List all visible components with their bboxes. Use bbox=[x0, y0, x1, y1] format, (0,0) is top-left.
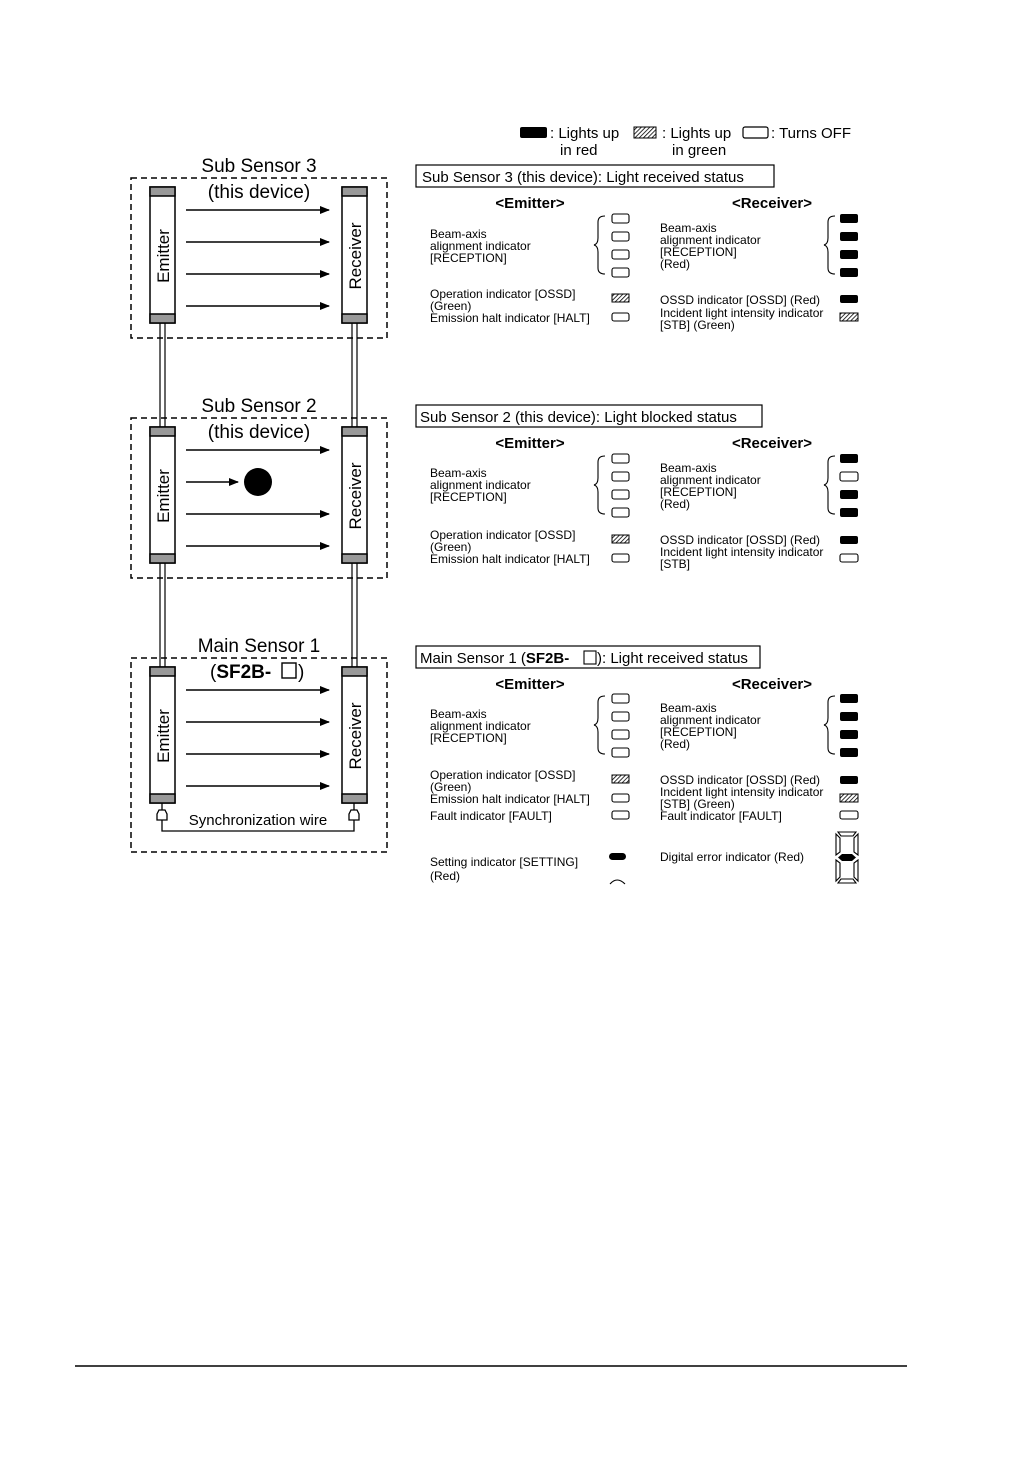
panel-sub2-receiver-header: <Receiver> bbox=[731, 435, 813, 452]
panel-sub3-receiver-header: <Receiver> bbox=[731, 195, 813, 212]
main-receiver-beam-label-3: [RECEPTION] bbox=[660, 725, 737, 739]
sub2-receiver-beam-label-2: alignment indicator bbox=[660, 473, 761, 487]
sub2-receiver-brace bbox=[824, 456, 835, 514]
sub2-emitter-halt-led bbox=[612, 554, 629, 562]
sub2-receiver-stb-led bbox=[840, 554, 858, 562]
sub3-emitter-halt-led bbox=[612, 313, 629, 321]
main-emitter-halt-led bbox=[612, 794, 629, 802]
left-diagram bbox=[131, 156, 387, 852]
sub3-receiver-ossd-led bbox=[840, 295, 858, 303]
svg-text:Receiver: Receiver bbox=[346, 222, 365, 290]
sub2-emitter-beam-label-2: alignment indicator bbox=[430, 478, 531, 492]
main-receiver-ossd-label: OSSD indicator [OSSD] (Red) bbox=[660, 773, 821, 787]
main-receiver-brace bbox=[824, 696, 835, 754]
main-emitter-halt-label: Emission halt indicator [HALT] bbox=[430, 792, 590, 806]
svg-text:Receiver: Receiver bbox=[346, 462, 365, 530]
sub2-receiver-ossd-label: OSSD indicator [OSSD] (Red) bbox=[660, 533, 821, 547]
legend-green-label: : Lights up bbox=[662, 125, 732, 142]
main-beam-arrows bbox=[186, 690, 329, 786]
beam-obstruction bbox=[244, 468, 272, 496]
sub3-receiver-stb-label: Incident light intensity indicator bbox=[660, 306, 824, 320]
panel-sub2-emitter-header: <Emitter> bbox=[495, 435, 565, 452]
sub3-receiver-stb-label-2: [STB] (Green) bbox=[660, 318, 735, 332]
sub2-receiver-beam-label-3: [RECEPTION] bbox=[660, 485, 737, 499]
sub3-beam-arrows bbox=[186, 210, 329, 306]
sub2-receiver-stb-label-2: [STB] bbox=[660, 557, 691, 571]
main-receiver-stb-label-2: [STB] (Green) bbox=[660, 797, 735, 811]
main-emitter-beam-label-2: alignment indicator bbox=[430, 719, 531, 733]
main-receiver-seven-segment-display bbox=[836, 832, 858, 883]
sub3-emitter-beam-label: Beam-axis bbox=[430, 227, 487, 241]
main-emitter-bar bbox=[150, 667, 175, 803]
sub3-emitter-bar bbox=[150, 187, 175, 323]
main-receiver-beam-label: Beam-axis bbox=[660, 701, 717, 715]
sub3-emitter-brace bbox=[594, 216, 605, 274]
panel-sub3-title: Sub Sensor 3 (this device): Light received status bbox=[422, 169, 744, 186]
legend bbox=[520, 125, 851, 159]
sub3-receiver-stb-led bbox=[840, 313, 858, 321]
sub2-emitter-beam-label: Beam-axis bbox=[430, 466, 487, 480]
svg-text:Emitter: Emitter bbox=[154, 709, 173, 763]
panel-main-title-model-box bbox=[584, 651, 596, 664]
sync-wire-label: Synchronization wire bbox=[188, 812, 328, 829]
sub2-emitter-bar bbox=[150, 427, 175, 563]
sub3-emitter-beam-label-2: alignment indicator bbox=[430, 239, 531, 253]
panel-main-title: Main Sensor 1 (SF2B- bbox=[420, 650, 570, 667]
main-emitter-setting-label-2: (Red) bbox=[430, 869, 461, 883]
main-emitter-operation-label: Operation indicator [OSSD] bbox=[430, 768, 576, 782]
main-emitter-setting-led bbox=[609, 853, 626, 860]
svg-text:Receiver: Receiver bbox=[346, 702, 365, 770]
sub2-subtitle: (this device) bbox=[207, 422, 311, 443]
main-receiver-stb-led bbox=[840, 794, 858, 802]
panel-sub2 bbox=[416, 405, 858, 571]
sub2-title: Sub Sensor 2 bbox=[201, 396, 317, 417]
sub2-receiver-ossd-led bbox=[840, 536, 858, 544]
sub2-receiver-beam-label: Beam-axis bbox=[660, 461, 717, 475]
main-emitter-fault-label: Fault indicator [FAULT] bbox=[430, 809, 552, 823]
sub3-receiver-beam-label-4: (Red) bbox=[660, 257, 691, 271]
sub3-emitter-operation-label-2: (Green) bbox=[430, 299, 472, 313]
sub3-receiver-ossd-label: OSSD indicator [OSSD] (Red) bbox=[660, 293, 821, 307]
sub2-emitter-brace bbox=[594, 456, 605, 514]
main-receiver-beam-label-2: alignment indicator bbox=[660, 713, 761, 727]
panel-sub2-title: Sub Sensor 2 (this device): Light blocked status bbox=[420, 409, 737, 426]
legend-off-swatch bbox=[743, 127, 768, 138]
main-emitter-beam-leds bbox=[612, 694, 629, 757]
sub2-emitter-halt-label: Emission halt indicator [HALT] bbox=[430, 552, 590, 566]
main-receiver-beam-label-4: (Red) bbox=[660, 737, 691, 751]
main-emitter-setting-led-off bbox=[610, 880, 625, 884]
sub3-receiver-beam-leds bbox=[840, 214, 858, 277]
main-emitter-setting-label: Setting indicator [SETTING] bbox=[430, 855, 579, 869]
legend-red-label: : Lights up bbox=[550, 125, 620, 142]
main-emitter-fault-led bbox=[612, 811, 629, 819]
panel-main bbox=[416, 646, 858, 884]
main-emitter-beam-label: Beam-axis bbox=[430, 707, 487, 721]
sub2-emitter-operation-label: Operation indicator [OSSD] bbox=[430, 528, 576, 542]
sub2-emitter-operation-led bbox=[612, 535, 629, 543]
sub3-receiver-beam-label-3: [RECEPTION] bbox=[660, 245, 737, 259]
sub2-emitter-beam-label-3: [RECEPTION] bbox=[430, 490, 507, 504]
main-emitter-operation-led bbox=[612, 775, 629, 783]
panel-main-emitter-header: <Emitter> bbox=[495, 676, 565, 693]
panel-main-receiver-header: <Receiver> bbox=[731, 676, 813, 693]
legend-red-label-2: in red bbox=[560, 142, 598, 159]
main-receiver-ossd-led bbox=[840, 776, 858, 784]
sub2-emitter-operation-label-2: (Green) bbox=[430, 540, 472, 554]
main-receiver-bar bbox=[342, 667, 367, 803]
sub2-emitter-beam-leds bbox=[612, 454, 629, 517]
main-receiver-fault-label: Fault indicator [FAULT] bbox=[660, 809, 782, 823]
panel-main-title-suffix: ): Light received status bbox=[597, 650, 748, 667]
sub3-emitter-operation-label: Operation indicator [OSSD] bbox=[430, 287, 576, 301]
sub2-receiver-bar bbox=[342, 427, 367, 563]
sub3-receiver-bar bbox=[342, 187, 367, 323]
main-emitter-brace bbox=[594, 696, 605, 754]
sub3-emitter-beam-label-3: [RECEPTION] bbox=[430, 251, 507, 265]
sub3-receiver-beam-label: Beam-axis bbox=[660, 221, 717, 235]
legend-green-swatch bbox=[634, 127, 656, 138]
sub3-receiver-beam-label-2: alignment indicator bbox=[660, 233, 761, 247]
main-emitter-beam-label-3: [RECEPTION] bbox=[430, 731, 507, 745]
panel-sub3-emitter-header: <Emitter> bbox=[495, 195, 565, 212]
main-model-box bbox=[282, 663, 296, 678]
sub3-subtitle: (this device) bbox=[207, 182, 311, 203]
sub3-emitter-operation-led bbox=[612, 294, 629, 302]
main-receiver-stb-label: Incident light intensity indicator bbox=[660, 785, 824, 799]
main-receiver-fault-led bbox=[840, 811, 858, 819]
sub3-receiver-brace bbox=[824, 216, 835, 274]
main-model: (SF2B- bbox=[210, 662, 272, 683]
main-title: Main Sensor 1 bbox=[197, 636, 321, 657]
svg-text:Emitter: Emitter bbox=[154, 229, 173, 283]
svg-text:Emitter: Emitter bbox=[154, 469, 173, 523]
legend-red-swatch bbox=[520, 127, 547, 138]
sub2-receiver-stb-label: Incident light intensity indicator bbox=[660, 545, 824, 559]
legend-off-label: : Turns OFF bbox=[771, 125, 852, 142]
sub3-emitter-halt-label: Emission halt indicator [HALT] bbox=[430, 311, 590, 325]
sub3-emitter-beam-leds bbox=[612, 214, 629, 277]
main-model-close: ) bbox=[298, 662, 305, 683]
main-receiver-beam-leds bbox=[840, 694, 858, 757]
legend-green-label-2: in green bbox=[672, 142, 727, 159]
panel-sub3 bbox=[416, 165, 858, 332]
main-emitter-operation-label-2: (Green) bbox=[430, 780, 472, 794]
sub2-receiver-beam-label-4: (Red) bbox=[660, 497, 691, 511]
sub2-beam-arrows bbox=[186, 450, 329, 546]
sub3-title: Sub Sensor 3 bbox=[201, 156, 317, 177]
sub2-receiver-beam-leds bbox=[840, 454, 858, 517]
main-receiver-digital-error-label: Digital error indicator (Red) bbox=[660, 850, 805, 864]
